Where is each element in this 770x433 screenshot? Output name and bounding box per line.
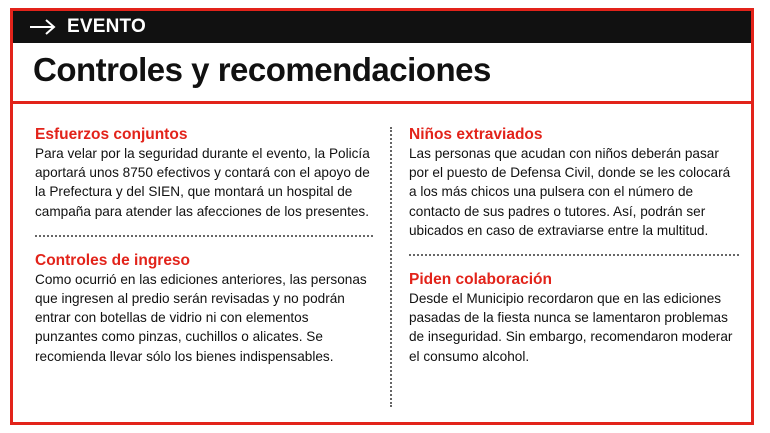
kicker-label: EVENTO xyxy=(67,16,146,37)
section-controles-de-ingreso xyxy=(35,251,373,366)
right-column xyxy=(409,125,739,366)
section-body: Las personas que acudan con niños deberán pasar por el puesto de Defensa Civil, donde se les colocará a los más chicos una pulsera con el número de contacto de sus padres o tutores. Así, podrán ser ubicados en caso de extraviarse entre la multitud. xyxy=(409,146,731,238)
section-ninos-extraviados xyxy=(409,125,739,240)
arrow-right-icon xyxy=(29,18,57,36)
section-esfuerzos-conjuntos xyxy=(35,125,373,221)
dotted-divider xyxy=(35,235,373,237)
headline: Controles y recomendaciones xyxy=(33,51,491,88)
headline-rule xyxy=(13,101,751,104)
dotted-divider xyxy=(409,254,739,256)
section-piden-colaboracion xyxy=(409,270,739,366)
section-title: Controles de ingreso xyxy=(35,251,191,269)
left-column xyxy=(35,125,373,366)
section-title: Niños extraviados xyxy=(409,126,543,143)
infobox-frame xyxy=(10,8,754,425)
section-title: Esfuerzos conjuntos xyxy=(35,126,188,143)
section-body: Para velar por la seguridad durante el evento, la Policía aportará unos 8750 efectivos y contará con el apoyo de la Prefectura y del SIEN, que montará un hospital de campaña para atender las afecciones de los presentes. xyxy=(35,146,370,219)
section-body: Como ocurrió en las ediciones anteriores, las personas que ingresen al predio serán revisadas y no podrán entrar con botellas de vidrio ni con elementos punzantes como pinzas, cuchillos o alicates. Se recomienda llevar sólo los bienes indispensables. xyxy=(35,271,367,364)
kicker-bar xyxy=(13,11,751,43)
column-divider xyxy=(390,127,392,407)
section-body: Desde el Municipio recordaron que en las ediciones pasadas de la fiesta nunca se lamentaron problemas de inseguridad. Sin embargo, recomendaron moderar el consumo alcohol. xyxy=(409,291,733,364)
section-title: Piden colaboración xyxy=(409,271,552,289)
